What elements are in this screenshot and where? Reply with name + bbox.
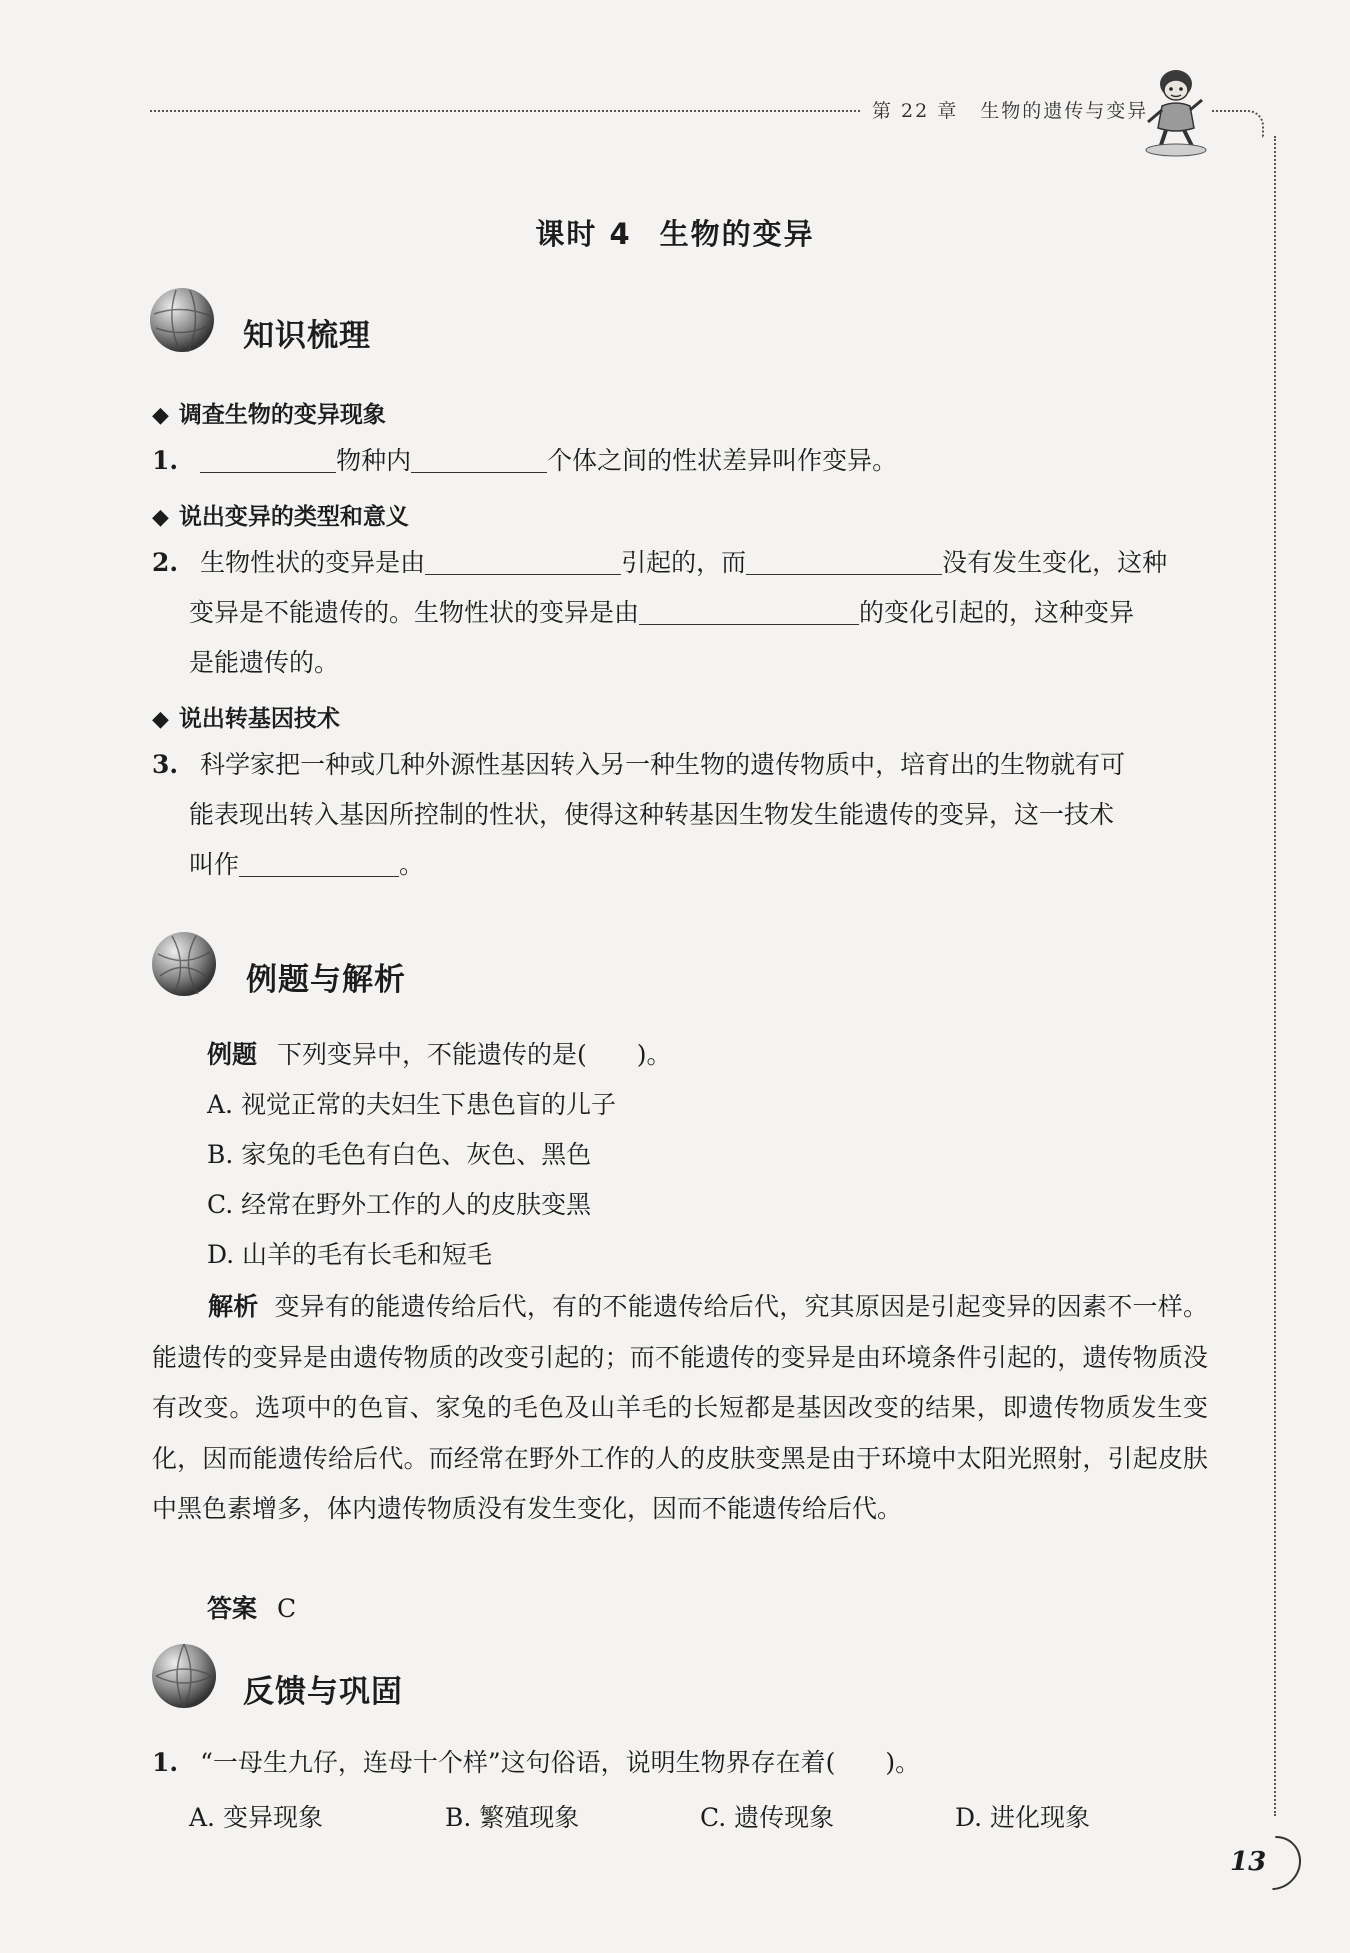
answer-blank[interactable] bbox=[239, 854, 399, 877]
diamond-bullet-icon: ◆ bbox=[152, 707, 169, 732]
question-3-line-3: 叫作 。 bbox=[189, 850, 425, 879]
diamond-bullet-icon: ◆ bbox=[152, 505, 169, 530]
running-header bbox=[872, 96, 1148, 123]
feedback-option-c: C. 遗传现象 bbox=[700, 1803, 835, 1832]
subheading-variation-survey: ◆ 调查生物的变异现象 bbox=[152, 402, 386, 428]
chapter-title: 生物的遗传与变异 bbox=[980, 100, 1149, 122]
question-2-line-2: 变异是不能遗传的。生物性状的变异是由 的变化引起的，这种变异 bbox=[189, 598, 1135, 627]
subheading-transgenic: ◆ 说出转基因技术 bbox=[152, 706, 340, 732]
answer-blank[interactable] bbox=[200, 450, 336, 473]
diamond-bullet-icon: ◆ bbox=[152, 403, 169, 428]
feedback-option-b: B. 繁殖现象 bbox=[445, 1803, 580, 1832]
example-option-d: D. 山羊的毛有长毛和短毛 bbox=[207, 1240, 493, 1269]
section-title-examples: 例题与解析 bbox=[246, 962, 406, 998]
question-2-line-3: 是能遗传的。 bbox=[189, 648, 340, 677]
example-option-a: A. 视觉正常的夫妇生下患色盲的儿子 bbox=[207, 1090, 616, 1119]
section-title-knowledge: 知识梳理 bbox=[243, 318, 371, 354]
header-dotted-rule bbox=[150, 110, 860, 112]
answer-blank[interactable] bbox=[411, 450, 547, 473]
globe-icon bbox=[148, 928, 220, 1000]
question-2-line-1: 2. 生物性状的变异是由 引起的，而 没有发生变化，这种 bbox=[152, 548, 1168, 577]
section-title-feedback: 反馈与巩固 bbox=[243, 1674, 403, 1710]
subheading-variation-types: ◆ 说出变异的类型和意义 bbox=[152, 504, 409, 530]
example-question: 例题 下列变异中，不能遗传的是( )。 bbox=[207, 1040, 672, 1069]
answer-blank[interactable] bbox=[639, 602, 859, 625]
example-answer: 答案 C bbox=[207, 1594, 297, 1623]
lesson-title: 课时 4 生物的变异 bbox=[535, 217, 815, 251]
header-dotted-corner bbox=[1212, 110, 1264, 138]
page-number: 13 bbox=[1230, 1835, 1290, 1895]
feedback-option-d: D. 进化现象 bbox=[955, 1803, 1091, 1832]
question-3-line-1: 3. 科学家把一种或几种外源性基因转入另一种生物的遗传物质中，培育出的生物就有可 bbox=[152, 750, 1126, 779]
globe-icon bbox=[146, 284, 218, 356]
chapter-number: 第 22 章 bbox=[872, 100, 959, 122]
example-option-c: C. 经常在野外工作的人的皮肤变黑 bbox=[207, 1190, 592, 1219]
cartoon-mascot-icon bbox=[1140, 62, 1212, 158]
right-dotted-rule bbox=[1274, 136, 1276, 1816]
globe-icon bbox=[148, 1640, 220, 1712]
example-analysis: 解析 变异有的能遗传给后代，有的不能遗传给后代，究其原因是引起变异的因素不一样。能遗传的变异是由遗传物质的改变引起的；而不能遗传的变异是由环境条件引起的，遗传物质没有改变。选项中的色盲、家兔的毛色及山羊毛的长短都是基因改变的结果，即遗传物质发生变化，因而能遗传给后代。而经常在野外工作的人的皮肤变黑是由于环境中太阳光照射，引起皮肤中黑色素增多，体内遗传物质没有发生变化，因而不能遗传给后代。 bbox=[152, 1292, 1208, 1523]
answer-blank[interactable] bbox=[425, 552, 621, 575]
feedback-option-a: A. 变异现象 bbox=[189, 1803, 323, 1832]
answer-blank[interactable] bbox=[746, 552, 942, 575]
question-3-line-2: 能表现出转入基因所控制的性状，使得这种转基因生物发生能遗传的变异，这一技术 bbox=[189, 800, 1115, 829]
example-option-b: B. 家兔的毛色有白色、灰色、黑色 bbox=[207, 1140, 592, 1169]
feedback-question-1: 1. “一母生九仔，连母十个样”这句俗语，说明生物界存在着( )。 bbox=[152, 1748, 921, 1777]
question-1: 1. 物种内 个体之间的性状差异叫作变异。 bbox=[152, 446, 898, 475]
